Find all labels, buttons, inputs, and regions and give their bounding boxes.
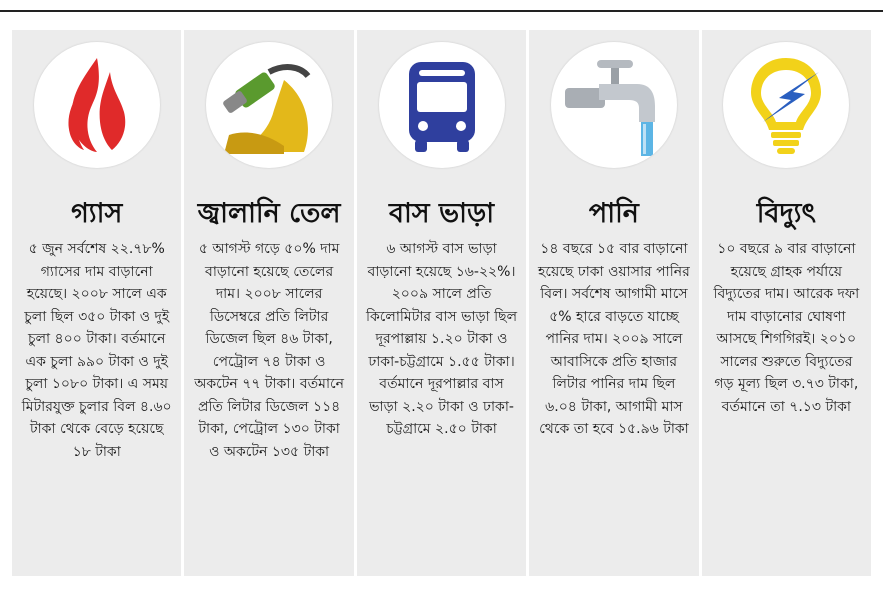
price-hike-infographic [12, 30, 871, 576]
bus-icon [379, 42, 505, 168]
column-body: ৫ জুন সর্বশেষ ২২.৭৮% গ্যাসের দাম বাড়ানো হয়েছে। ২০০৮ সালে এক চুলা ছিল ৩৫০ টাকা ও দুই চুলা ৪০০ টাকা। বর্তমানে এক চুলা ৯৯০ টাকা ও দুই চুলা ১০৮০ টাকা। এ সময় মিটারযুক্ত চুলার বিল ৪.৬০ টাকা থেকে বেড়ে হয়েছে ১৮ টাকা [21, 241, 172, 460]
column-body: ৬ আগস্ট বাস ভাড়া বাড়ানো হয়েছে ১৬-২২%। ২০০৯ সালে প্রতি কিলোমিটার বাস ভাড়া ছিল দূরপাল্লায় ১.২০ টাকা ও ঢাকা-চট্টগ্রামে ১.৫৫ টাকা। বর্তমানে দূরপাল্লার বাস ভাড়া ২.২০ টাকা ও ঢাকা-চট্টগ্রামে ২.৫০ টাকা [366, 241, 518, 437]
column-bus [357, 30, 526, 576]
column-body: ৫ আগস্ট গড়ে ৫০% দাম বাড়ানো হয়েছে তেলের দাম। ২০০৮ সালের ডিসেম্বরে প্রতি লিটার ডিজেল ছিল ৪৬ টাকা, পেট্রোল ৭৪ টাকা ও অকটেন ৭৭ টাকা। বর্তমানে প্রতি লিটার ডিজেল ১১৪ টাকা, পেট্রোল ১৩০ টাকা ও অকটেন ১৩৫ টাকা [194, 241, 344, 460]
column-electricity [702, 30, 871, 576]
flame-icon [34, 42, 160, 168]
column-body: ১০ বছরে ৯ বার বাড়ানো হয়েছে গ্রাহক পর্যায়ে বিদ্যুতের দাম। আরেক দফা দাম বাড়ানোর ঘোষণা আসছে শিগগিরই। ২০১০ সালের শুরুতে বিদ্যুতের গড় মূল্য ছিল ৩.৭৩ টাকা, বর্তমানে তা ৭.১৩ টাকা [713, 241, 860, 415]
column-water [529, 30, 698, 576]
column-body: ১৪ বছরে ১৫ বার বাড়ানো হয়েছে ঢাকা ওয়াসার পানির বিল। সর্বশেষ আগামী মাসে ৫% হারে বাড়তে যাচ্ছে পানির দাম। ২০০৯ সালে আবাসিকে প্রতি হাজার লিটার পানির দাম ছিল ৬.০৪ টাকা, আগামী মাস থেকে তা হবে ১৫.৯৬ টাকা [538, 241, 690, 437]
column-title: পানি [588, 198, 639, 229]
light-bulb-icon [723, 42, 849, 168]
column-title: বিদ্যুৎ [756, 198, 816, 229]
top-rule [0, 10, 883, 12]
water-tap-icon [551, 42, 677, 168]
column-title: গ্যাস [71, 198, 123, 229]
fuel-nozzle-icon [206, 42, 332, 168]
column-gas [12, 30, 181, 576]
column-title: বাস ভাড়া [388, 198, 495, 229]
column-fuel [184, 30, 353, 576]
column-title: জ্বালানি তেল [197, 198, 341, 229]
